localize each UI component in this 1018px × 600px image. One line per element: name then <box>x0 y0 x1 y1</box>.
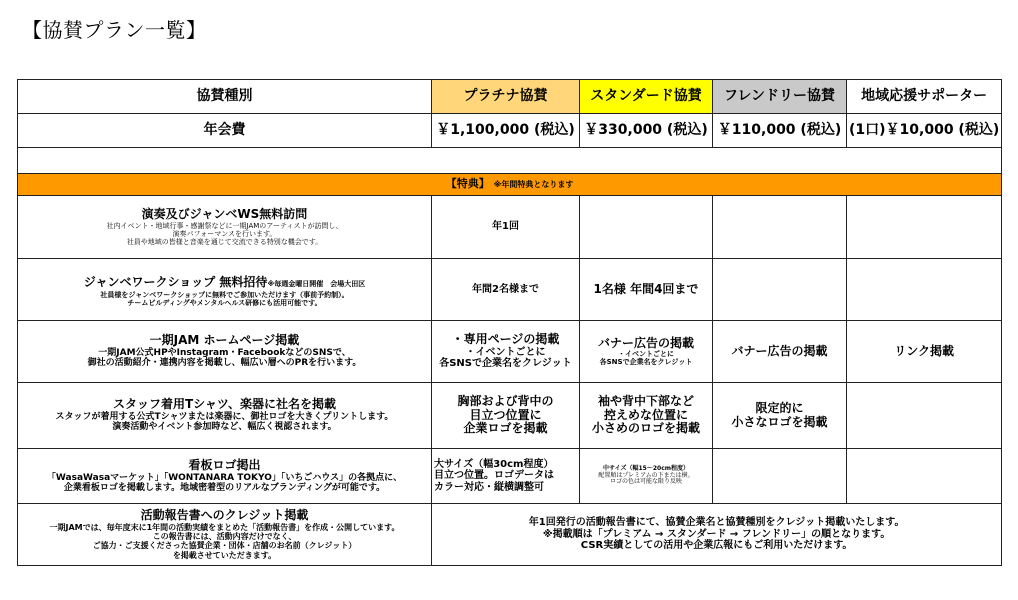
benefit-line: 年1回発行の活動報告書にて、協賛企業名と協賛種別をクレジット掲載いたします。 <box>528 517 905 529</box>
benefit-desc-line: 演奏パフォーマンスを行います。 <box>172 229 277 238</box>
benefit-platinum <box>432 321 580 383</box>
benefit-description <box>18 383 432 449</box>
benefit-merged <box>432 504 1002 566</box>
benefit-line: ロゴの色は可能な限り反映 <box>609 478 682 486</box>
benefit-line: カラー対応・縦横調整可 <box>434 481 544 493</box>
benefits-header <box>18 174 1002 196</box>
benefit-row <box>18 383 1002 449</box>
benefit-title: スタッフ着用Tシャツ、楽器に社名を掲載 <box>112 397 337 412</box>
header-platinum: プラチナ協賛 <box>432 80 580 114</box>
benefit-desc-line: 御社の活動紹介・連携内容を掲載し、幅広い層へのPRを行います。 <box>87 358 362 369</box>
benefit-line: 控えめな位置に <box>603 407 688 422</box>
annual-fee-platinum: ￥1,100,000 (税込) <box>432 114 580 148</box>
annual-fee-row <box>18 114 1002 148</box>
benefit-line: ※掲載順は「プレミアム → スタンダード → フレンドリー」の順となります。 <box>542 528 891 540</box>
benefit-line: 大サイズ（幅30cm程度） <box>434 458 554 470</box>
benefit-desc-line: チームビルディングやメンタルヘルス研修にも活用可能です。 <box>127 298 322 307</box>
benefit-desc-line: 社員や地域の皆様と音楽を通じて交流できる特別な機会です。 <box>126 237 323 246</box>
header-standard: スタンダード協賛 <box>580 80 713 114</box>
benefits-header-row <box>18 174 1002 196</box>
benefit-row <box>18 321 1002 383</box>
benefit-line: 各SNSで企業名をクレジット <box>599 358 693 367</box>
header-category: 協賛種別 <box>18 80 432 114</box>
benefit-desc-line: 一期JAMでは、毎年度末に1年間の活動実績をまとめた「活動報告書」を作成・公開しています。 <box>49 523 400 533</box>
benefit-desc-line: を掲載させていただきます。 <box>172 550 277 560</box>
benefit-standard <box>580 321 713 383</box>
annual-fee-standard: ￥330,000 (税込) <box>580 114 713 148</box>
benefit-title: 一期JAM ホームページ掲載 <box>149 333 300 348</box>
benefit-friendly <box>713 383 847 449</box>
benefit-desc-line: 社内イベント・地域行事・感謝祭などに一期JAMのアーティストが訪問し、 <box>106 221 343 230</box>
sponsorship-plan-table <box>17 79 1002 566</box>
benefit-desc-line: 演奏活動やイベント参加時など、幅広く視認されます。 <box>112 422 337 433</box>
benefit-supporter <box>847 196 1002 259</box>
annual-fee-label: 年会費 <box>18 114 432 148</box>
benefit-desc-line: この報告書には、活動内容だけでなく、 <box>152 532 297 542</box>
spacer-cell <box>18 148 1002 174</box>
benefit-desc-line: 「WasaWasaマーケット」「WONTANARA TOKYO」「いちごハウス」の各拠点に、 <box>46 472 403 483</box>
benefit-standard <box>580 383 713 449</box>
benefits-note: ※年間特典となります <box>493 180 574 190</box>
benefit-desc-line: 企業看板ロゴを掲載します。地域密着型のリアルなブランディングが可能です。 <box>63 482 386 493</box>
benefit-desc-line: 社員様をジャンベワークショップに無料でご参加いただけます（事前予約制）。 <box>100 290 349 299</box>
benefit-title: 看板ロゴ掲出 <box>188 457 261 472</box>
benefit-line: 胸部および背中の <box>457 393 554 408</box>
benefit-friendly: バナー広告の掲載 <box>713 321 847 383</box>
benefit-platinum: 年間2名様まで <box>432 259 580 321</box>
benefit-standard: 1名様 年間4回まで <box>580 259 713 321</box>
benefit-supporter <box>847 449 1002 504</box>
benefit-line: 各SNSで企業名をクレジット <box>439 358 572 370</box>
benefit-row <box>18 504 1002 566</box>
benefit-title-note: ※毎週金曜日開催 会場大田区 <box>267 280 366 289</box>
benefit-description <box>18 259 432 321</box>
benefit-supporter <box>847 259 1002 321</box>
benefit-description <box>18 196 432 259</box>
benefit-supporter <box>847 383 1002 449</box>
benefit-line: 目立つ位置に <box>469 407 542 422</box>
benefit-desc-line: 一期JAM公式HPやInstagram・FacebookなどのSNSで、 <box>98 348 351 359</box>
benefit-row <box>18 449 1002 504</box>
benefit-line: CSR実績としての活用や企業広報にもご利用いただけます。 <box>580 540 853 552</box>
benefit-description <box>18 449 432 504</box>
benefit-platinum <box>432 449 580 504</box>
benefit-platinum <box>432 383 580 449</box>
benefit-friendly <box>713 196 847 259</box>
benefit-line: 目立つ位置。ロゴデータは <box>434 470 554 482</box>
benefit-line: 小さめのロゴを掲載 <box>591 421 700 436</box>
benefit-row <box>18 196 1002 259</box>
benefit-standard <box>580 449 713 504</box>
benefit-platinum: 年1回 <box>432 196 580 259</box>
benefit-line: ・イベントごとに <box>465 346 546 358</box>
page-title: 【協賛プラン一覧】 <box>22 18 207 42</box>
annual-fee-supporter: (1口)￥10,000 (税込) <box>847 114 1002 148</box>
benefit-standard <box>580 196 713 259</box>
benefit-line: 企業ロゴを掲載 <box>463 421 548 436</box>
benefit-title: ジャンベワークショップ 無料招待 <box>83 275 268 290</box>
benefit-line: ・専用ページの掲載 <box>451 332 560 347</box>
annual-fee-friendly: ￥110,000 (税込) <box>713 114 847 148</box>
benefit-description <box>18 504 432 566</box>
header-supporter: 地域応援サポーター <box>847 80 1002 114</box>
benefit-row <box>18 259 1002 321</box>
benefit-line: 中サイズ（幅15〜20cm程度） <box>602 464 690 472</box>
spacer-row <box>18 148 1002 174</box>
benefit-desc-line: スタッフが着用する公式Tシャツまたは楽器に、御社ロゴを大きくプリントします。 <box>55 412 394 423</box>
benefit-friendly <box>713 259 847 321</box>
table-header-row <box>18 80 1002 114</box>
benefit-title: 演奏及びジャンベWS無料訪問 <box>141 207 308 222</box>
benefit-line: 限定的に <box>755 400 804 415</box>
benefit-line: 配置順はプレミアムの下または横。 <box>598 471 694 479</box>
benefits-label: 【特典】 <box>445 177 490 191</box>
benefit-line: 小さなロゴを掲載 <box>731 414 828 429</box>
benefit-line: 袖や背中下部など <box>597 393 694 408</box>
benefit-title: 活動報告書へのクレジット掲載 <box>140 508 309 523</box>
header-friendly: フレンドリー協賛 <box>713 80 847 114</box>
benefit-desc-line: ご協力・ご支援くださった協賛企業・団体・店舗のお名前（クレジット） <box>92 541 357 551</box>
benefit-supporter: リンク掲載 <box>847 321 1002 383</box>
benefit-description <box>18 321 432 383</box>
benefit-line: ・イベントごとに <box>618 350 674 359</box>
benefit-friendly <box>713 449 847 504</box>
benefit-line: バナー広告の掲載 <box>597 335 694 350</box>
